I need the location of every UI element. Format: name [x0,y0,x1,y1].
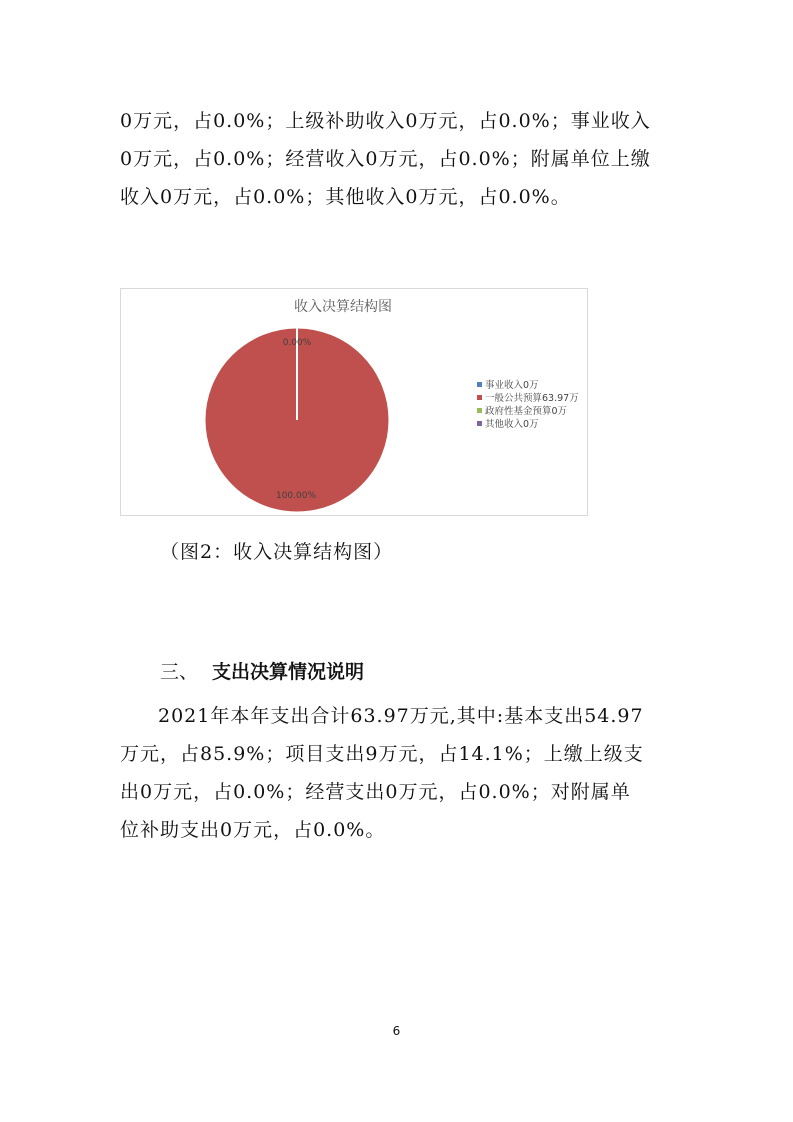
text-line: 位补助支出0万元，占0.0%。 [120,819,386,841]
text-line: 2021年本年支出合计63.97万元,其中:基本支出54.97 [158,705,644,727]
legend-label-3: 其他收入0万 [485,419,539,430]
legend-label-2: 政府性基金预算0万 [485,406,568,417]
figure-caption: （图2：收入决算结构图） [160,541,394,563]
income-structure-chart [120,288,588,516]
data-label-small-slice: 0.00% [282,338,312,348]
text-line: 0万元，占0.0%；上级补助收入0万元，占0.0%；事业收入 [120,110,651,132]
text-line: 出0万元，占0.0%；经营支出0万元，占0.0%；对附属单 [120,781,631,803]
text-line: 万元，占85.9%；项目支出9万元，占14.1%；上缴上级支 [120,743,644,765]
legend-label-0: 事业收入0万 [485,380,539,391]
data-label-main-slice: 100.00% [275,491,317,501]
paragraph-expenditure [120,697,680,849]
chart-title: 收入决算结构图 [294,299,392,315]
paragraph-income-continued [120,102,680,216]
legend-swatch-3 [477,421,482,426]
pie-chart-svg [121,289,587,515]
text-line: 收入0万元，占0.0%；其他收入0万元，占0.0%。 [120,186,571,208]
legend-label-1: 一般公共预算63.97万 [485,393,579,404]
legend-swatch-1 [477,395,482,400]
section-number: 三、 [160,661,199,683]
section-heading [160,656,364,688]
section-title: 支出决算情况说明 [212,661,365,683]
legend-swatch-2 [477,408,482,413]
legend-swatch-0 [477,382,482,387]
page-number: 6 [392,1024,401,1038]
text-line: 0万元，占0.0%；经营收入0万元，占0.0%；附属单位上缴 [120,148,651,170]
